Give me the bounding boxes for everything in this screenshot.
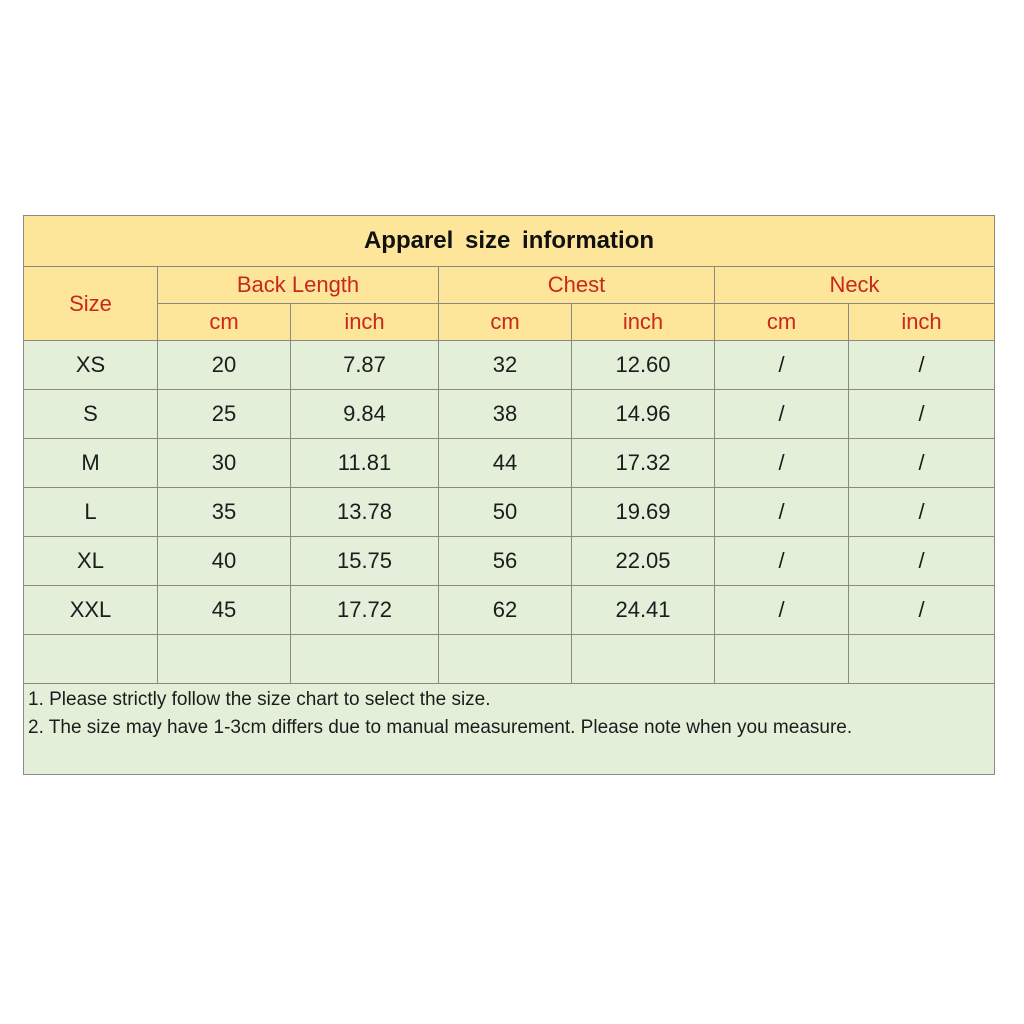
back-length-cm-header: cm	[158, 304, 291, 341]
chest-inch-header: inch	[572, 304, 715, 341]
note-line-1: 1. Please strictly follow the size chart to select the size.	[28, 689, 491, 710]
neck-inch-cell: /	[849, 586, 995, 635]
neck-cm-cell: /	[715, 537, 849, 586]
size-cell: S	[24, 390, 158, 439]
neck-cm-cell: /	[715, 488, 849, 537]
size-cell: XS	[24, 341, 158, 390]
empty-cell	[572, 635, 715, 684]
note-line-2: 2. The size may have 1-3cm differs due to manual measurement. Please note when you measure.	[28, 717, 853, 738]
empty-cell	[849, 635, 995, 684]
back-length-cm-cell: 35	[158, 488, 291, 537]
table-row	[24, 390, 995, 439]
chest-cm-cell: 38	[439, 390, 572, 439]
empty-cell	[24, 635, 158, 684]
empty-cell	[439, 635, 572, 684]
neck-inch-cell: /	[849, 537, 995, 586]
chest-inch-cell: 22.05	[572, 537, 715, 586]
table-row	[24, 439, 995, 488]
title-row	[24, 216, 995, 267]
table-row	[24, 341, 995, 390]
back-length-inch-cell: 11.81	[291, 439, 439, 488]
back-length-cm-cell: 45	[158, 586, 291, 635]
chest-inch-cell: 17.32	[572, 439, 715, 488]
neck-cm-cell: /	[715, 439, 849, 488]
size-cell: L	[24, 488, 158, 537]
table-row	[24, 537, 995, 586]
notes-row	[24, 684, 995, 775]
chest-header: Chest	[439, 267, 715, 304]
neck-cm-cell: /	[715, 390, 849, 439]
chest-cm-cell: 50	[439, 488, 572, 537]
back-length-inch-cell: 17.72	[291, 586, 439, 635]
back-length-inch-header: inch	[291, 304, 439, 341]
size-cell: M	[24, 439, 158, 488]
size-notes	[24, 684, 995, 775]
back-length-cm-cell: 20	[158, 341, 291, 390]
neck-cm-cell: /	[715, 586, 849, 635]
back-length-inch-cell: 9.84	[291, 390, 439, 439]
chest-inch-cell: 14.96	[572, 390, 715, 439]
neck-inch-header: inch	[849, 304, 995, 341]
back-length-cm-cell: 40	[158, 537, 291, 586]
table-title: Apparel size information	[24, 216, 995, 267]
size-cell: XL	[24, 537, 158, 586]
back-length-cm-cell: 30	[158, 439, 291, 488]
size-chart-table	[23, 215, 995, 775]
empty-cell	[715, 635, 849, 684]
chest-cm-cell: 56	[439, 537, 572, 586]
chest-inch-cell: 19.69	[572, 488, 715, 537]
neck-inch-cell: /	[849, 439, 995, 488]
header-unit-row	[24, 304, 995, 341]
size-cell: XXL	[24, 586, 158, 635]
size-column-header: Size	[24, 267, 158, 341]
table-row	[24, 488, 995, 537]
table-row	[24, 586, 995, 635]
chest-inch-cell: 24.41	[572, 586, 715, 635]
neck-inch-cell: /	[849, 488, 995, 537]
back-length-header: Back Length	[158, 267, 439, 304]
header-group-row	[24, 267, 995, 304]
back-length-inch-cell: 15.75	[291, 537, 439, 586]
back-length-inch-cell: 13.78	[291, 488, 439, 537]
chest-cm-cell: 32	[439, 341, 572, 390]
chest-inch-cell: 12.60	[572, 341, 715, 390]
empty-cell	[291, 635, 439, 684]
back-length-inch-cell: 7.87	[291, 341, 439, 390]
neck-inch-cell: /	[849, 341, 995, 390]
neck-header: Neck	[715, 267, 995, 304]
back-length-cm-cell: 25	[158, 390, 291, 439]
empty-cell	[158, 635, 291, 684]
neck-cm-cell: /	[715, 341, 849, 390]
neck-cm-header: cm	[715, 304, 849, 341]
chest-cm-cell: 44	[439, 439, 572, 488]
empty-table-row	[24, 635, 995, 684]
neck-inch-cell: /	[849, 390, 995, 439]
chest-cm-cell: 62	[439, 586, 572, 635]
chest-cm-header: cm	[439, 304, 572, 341]
